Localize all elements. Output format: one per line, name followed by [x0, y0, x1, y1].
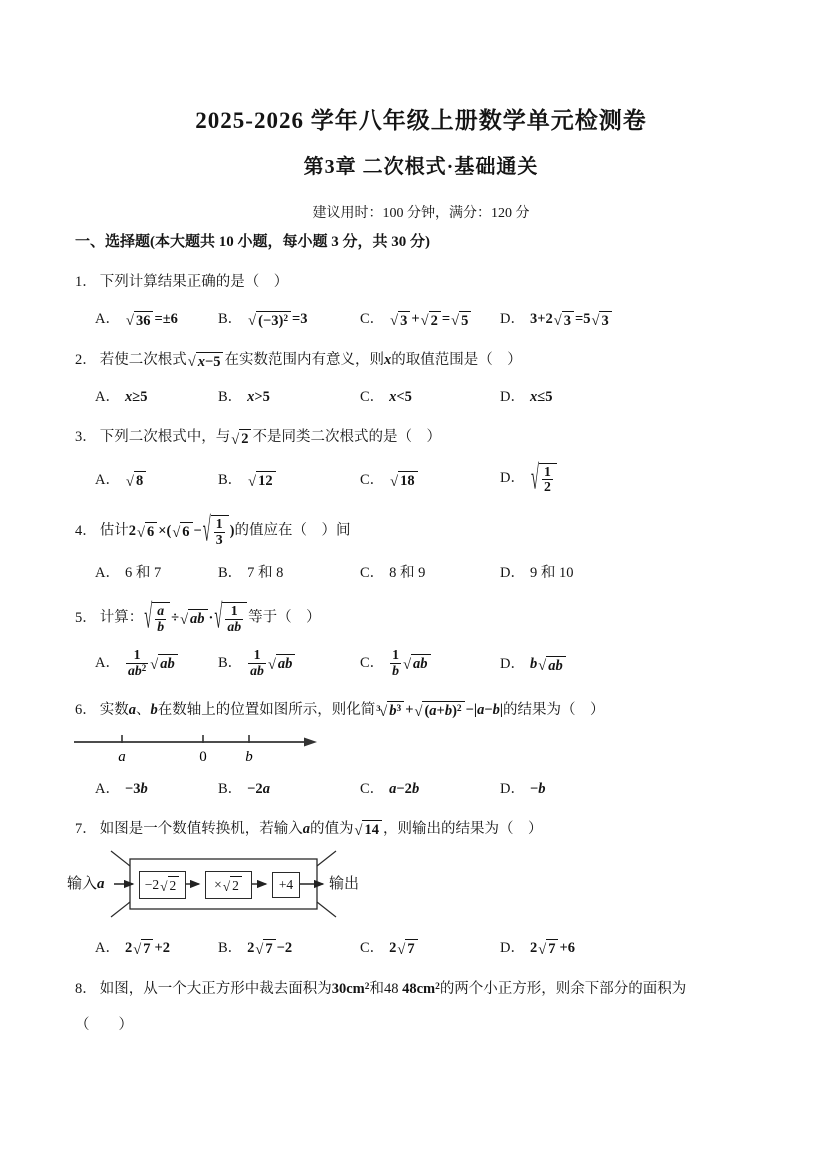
option-label: D． — [500, 565, 525, 582]
question-number: 2． — [75, 352, 97, 369]
option-c — [360, 468, 500, 490]
option-label: C． — [360, 565, 385, 582]
question-number: 7． — [75, 820, 97, 837]
option-math: √ 18 — [389, 472, 418, 488]
option-label: C． — [360, 939, 385, 956]
option-math: 3+2 √ 3 =5 √ 3 — [530, 311, 613, 327]
numberline-label-b: b — [245, 748, 253, 765]
option-math: 2 √ 7 +6 — [529, 939, 575, 959]
question-1-stem — [75, 271, 767, 294]
paper-title: 2025-2026 学年八年级上册数学单元检测卷 — [195, 108, 647, 133]
question-1 — [75, 271, 767, 329]
option-b — [218, 648, 360, 679]
question-4-options — [95, 561, 767, 582]
option-math: x<5 — [389, 389, 412, 406]
option-b — [218, 561, 360, 582]
question-text: 下列计算结果正确的是（ ） — [99, 274, 289, 290]
option-label: B． — [218, 565, 243, 582]
option-label: D． — [500, 470, 525, 487]
option-c — [360, 936, 500, 958]
option-label: D． — [500, 656, 525, 673]
machine-box-2: × √ 2 — [205, 871, 252, 899]
option-math: x>5 — [247, 389, 270, 406]
option-a — [95, 777, 218, 798]
option-label: B． — [218, 471, 243, 488]
option-label: A． — [95, 939, 120, 956]
numberline-label-a: a — [118, 748, 126, 765]
option-math: √ $(-3)^2$ =3 — [248, 311, 308, 330]
answer-blank: （ ） — [75, 1017, 133, 1034]
option-math: b √ ab — [530, 656, 567, 672]
axis-arrow-icon — [304, 737, 317, 746]
option-label: B． — [218, 389, 243, 406]
option-math: √ $\frac{1}{2}$ — [530, 470, 558, 486]
question-number: 5． — [75, 609, 97, 626]
question-5-options — [95, 648, 767, 679]
numberline-figure — [72, 729, 767, 769]
option-math: 2 √ 7 −2 — [247, 939, 293, 959]
option-math: $\frac{1}{ab^2}$ √ ab — [125, 655, 179, 671]
question-text: 估计2 √ 6 ×( √ 6 − √ $\frac{1}{3}$ )的值应在（ ）间 — [99, 512, 351, 551]
option-label: A． — [95, 471, 120, 488]
option-math: −2a — [247, 780, 270, 797]
exam-meta: 建议用时：100 分钟，满分：120 分 — [312, 206, 530, 221]
question-text: 若使二次根式 √ x−5 在实数范围内有意义，则x的取值范围是（ ） — [99, 352, 522, 371]
corner-slash-icon — [317, 902, 336, 917]
option-label: D． — [500, 939, 525, 956]
corner-slash-icon — [111, 851, 130, 866]
option-math: −b — [529, 780, 546, 797]
option-math: √ 8 — [125, 472, 147, 488]
option-math: $\frac{1}{ab}$ √ ab — [247, 655, 296, 671]
question-text: 如图，从一个大正方形中裁去面积为$30cm^2$和48 $48cm^2$的两个小正方形，则余下部分的面积为 — [99, 980, 687, 997]
question-3-stem — [75, 426, 767, 449]
option-label: B． — [218, 939, 243, 956]
option-math: √ 12 — [247, 472, 276, 488]
option-a — [95, 468, 218, 490]
option-c — [360, 561, 500, 582]
option-d — [500, 777, 767, 798]
option-c — [360, 307, 500, 329]
option-label: C． — [360, 471, 385, 488]
option-b — [218, 385, 360, 406]
option-math: √ 3 + √ 2 = √ 5 — [389, 311, 472, 327]
question-number: 4． — [75, 523, 97, 540]
option-math: √ 36 =±6 — [125, 311, 178, 330]
question-8-stem — [75, 978, 767, 1001]
question-text: 计算： √ $\frac{a}{b}$ ÷ √ ab · √ $\frac{1}{ab}$ 等于（ ） — [99, 599, 321, 637]
machine-box-1: −2 √ 2 — [139, 871, 186, 899]
question-7-stem — [75, 818, 767, 841]
question-6-options — [95, 777, 767, 798]
option-d — [500, 459, 767, 498]
machine-figure — [67, 849, 407, 927]
question-number: 8． — [75, 980, 97, 997]
option-b — [218, 936, 360, 958]
question-number: 6． — [75, 701, 97, 718]
option-d — [500, 652, 767, 674]
option-d — [500, 936, 767, 958]
option-label: A． — [95, 565, 120, 582]
question-2 — [75, 349, 767, 406]
machine-input-label: 输入a — [67, 875, 105, 892]
option-math: 2 √ 7 — [389, 940, 418, 956]
option-b — [218, 468, 360, 490]
question-5 — [75, 599, 767, 679]
option-b — [218, 307, 360, 329]
option-math: a−2b — [389, 780, 420, 797]
question-1-options — [95, 307, 767, 329]
question-6-stem — [75, 699, 767, 722]
option-math: x≥5 — [124, 389, 148, 406]
option-c — [360, 648, 500, 679]
option-a — [95, 307, 218, 329]
question-2-stem — [75, 349, 767, 372]
option-label: C． — [360, 780, 385, 797]
option-label: D． — [500, 311, 525, 328]
option-math: −3b — [124, 780, 148, 797]
option-d — [500, 385, 767, 406]
question-4 — [75, 512, 767, 582]
option-math: 7 和 8 — [247, 565, 284, 582]
question-text: 如图是一个数值转换机，若输入a的值为 √ 14 ，则输出的结果为（ ） — [99, 820, 543, 839]
option-label: A． — [95, 389, 120, 406]
question-text: 实数a、b在数轴上的位置如图所示，则化简 $^3$√ $b^3$ + √ $(a+b)^2$ −|a−b|的结果为（ ） — [99, 701, 605, 720]
option-label: A． — [95, 311, 120, 328]
option-label: B． — [218, 780, 243, 797]
question-number: 1． — [75, 274, 97, 290]
option-math: $\frac{1}{b}$ √ ab — [389, 655, 431, 671]
question-3 — [75, 426, 767, 498]
option-label: C． — [360, 654, 385, 671]
option-a — [95, 936, 218, 958]
option-c — [360, 777, 500, 798]
section-header: 一、选择题(本大题共 10 小题，每小题 3 分，共 30 分) — [75, 234, 430, 250]
machine-output-label: 输出 — [329, 875, 360, 892]
question-text: 下列二次根式中，与 √ 2 不是同类二次根式的是（ ） — [99, 429, 441, 448]
option-a — [95, 385, 218, 406]
chapter-subtitle: 第3章 二次根式·基础通关 — [303, 156, 539, 178]
option-math: 2 √ 7 +2 — [124, 939, 170, 959]
option-label: C． — [360, 389, 385, 406]
numberline-svg — [72, 729, 322, 769]
question-2-options — [95, 385, 767, 406]
option-label: D． — [500, 389, 525, 406]
question-7-options — [95, 936, 767, 958]
option-a — [95, 561, 218, 582]
question-4-stem — [75, 512, 767, 551]
question-3-options — [95, 459, 767, 498]
numberline-label-zero: 0 — [199, 748, 207, 765]
option-d — [500, 561, 767, 582]
question-8 — [75, 978, 767, 1034]
option-math: 9 和 10 — [529, 565, 574, 582]
corner-slash-icon — [111, 902, 130, 917]
option-label: D． — [500, 780, 525, 797]
question-7 — [67, 818, 767, 959]
option-b — [218, 777, 360, 798]
question-5-stem — [75, 599, 767, 637]
option-d — [500, 307, 767, 329]
option-math: x≤5 — [529, 389, 553, 406]
option-math: 6 和 7 — [124, 565, 162, 582]
option-label: A． — [95, 654, 120, 671]
option-c — [360, 385, 500, 406]
option-label: C． — [360, 311, 385, 328]
option-label: B． — [218, 654, 243, 671]
option-label: B． — [218, 311, 243, 328]
option-a — [95, 648, 218, 679]
machine-box-3: +4 — [272, 872, 300, 898]
question-number: 3． — [75, 429, 97, 446]
option-math: 8 和 9 — [389, 565, 426, 582]
corner-slash-icon — [317, 851, 336, 866]
option-label: A． — [95, 780, 120, 797]
question-6 — [75, 699, 767, 798]
